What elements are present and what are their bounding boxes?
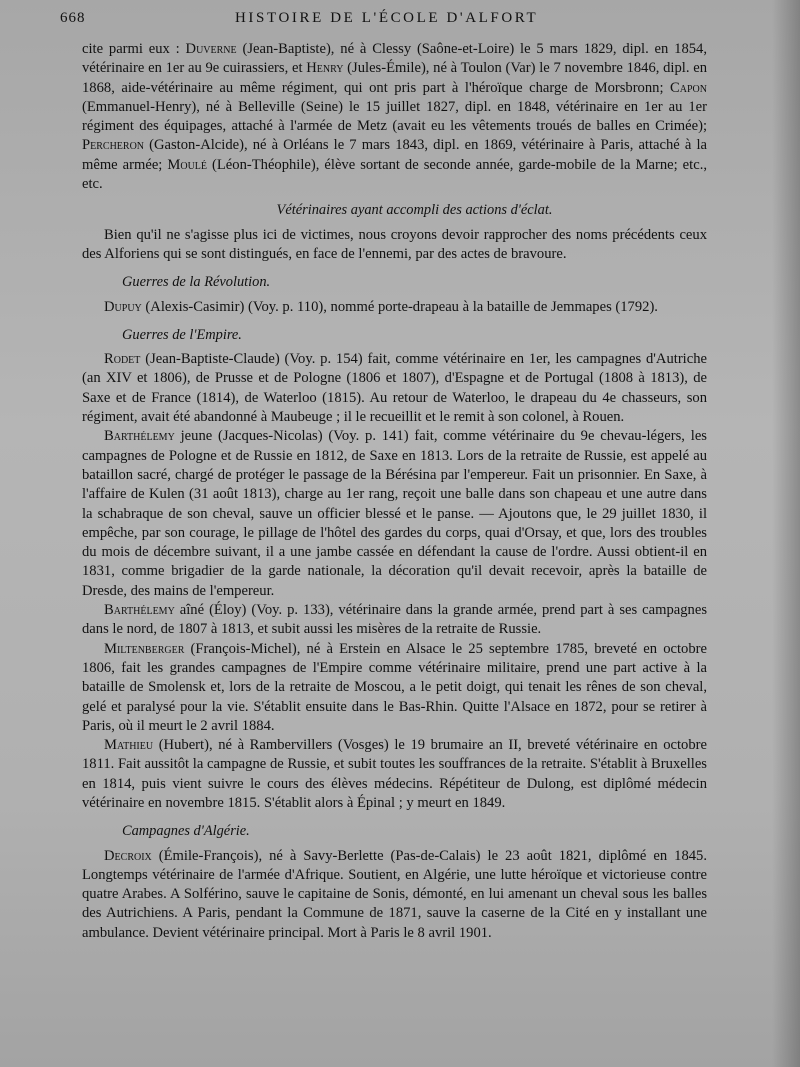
intro-text-5: (Gaston-Alcide), né à Orléans le 7 mars 1843, dipl. en 1869, vétérinaire à Paris, attaché à la même armée;: [82, 137, 707, 173]
name-decroix: Decroix: [104, 847, 152, 864]
entry-miltenberger: [82, 640, 707, 736]
name-mathieu: Mathieu: [104, 737, 154, 754]
name-rodet: Rodet: [104, 351, 141, 368]
name-duverne: Duverne: [185, 41, 237, 57]
entry-barthelemy-aine-text: aîné (Éloy) (Voy. p. 133), vétérinaire dans la grande armée, prend part à ses campagnes dans le nord, de 1807 à 1813, et subit aussi les misères de la retraite de Russie.: [82, 602, 707, 638]
section-heading: Vétérinaires ayant accompli des actions d'éclat.: [276, 202, 553, 219]
name-barthelemy-aine: Barthélemy: [104, 602, 175, 619]
entry-rodet: [82, 350, 707, 427]
name-capon: Capon: [670, 79, 707, 96]
entry-decroix-text: (Émile-François), né à Savy-Berlette (Pas-de-Calais) le 23 août 1821, diplômé en 1845. Longtemps vétérinaire de l'armée d'Afrique. Soutient, en Algérie, une lutte héroïque et victorieuse contre quatre Arabes. A Solférino, sauve le capitaine de Sonis, démonté, en lui amenant un cheval sous les balles des Autrichiens. A Paris, pendant la Commune de 1871, sauve la caserne de la Cité en y installant une ambulance. Devient vétérinaire principal. Mort à Paris le 8 avril 1901.: [82, 847, 707, 941]
entry-dupuy: [82, 298, 707, 317]
name-dupuy: Dupuy: [104, 298, 142, 315]
heading-revolution: Guerres de la Révolution.: [122, 274, 271, 291]
intro-text-1: cite parmi eux :: [82, 41, 186, 57]
heading-empire: Guerres de l'Empire.: [122, 326, 242, 343]
intro-text-2: (Jean-Baptiste), né à Clessy (Saône-et-Loire) le 5 mars 1829, dipl. en 1854, vétérinaire en 1er au 9e cuirassiers, et: [82, 41, 707, 77]
intro-text-6: (Léon-Théophile), élève sortant de seconde année, garde-mobile de la Marne; etc., etc.: [82, 156, 707, 193]
name-barthelemy-jeune: Barthélemy: [104, 428, 175, 445]
entry-miltenberger-text: (François-Michel), né à Erstein en Alsace le 25 septembre 1785, breveté en octobre 1806, fait les grandes campagnes de l'Empire comme vétérinaire militaire, prend une part active à la bataille de Smolensk et, lors de la retraite de Moscou, a le petit doigt, qui tenait les rênes de son cheval, gelé et paralysé pour la vie. S'établit ensuite dans le Bas-Rhin. Quitte l'Alsace en 1872, pour se retirer à Paris, où il meurt le 2 avril 1884.: [82, 640, 707, 734]
page-body: [82, 40, 707, 943]
running-title: HISTOIRE DE L'ÉCOLE D'ALFORT: [235, 10, 539, 26]
entry-rodet-text: (Jean-Baptiste-Claude) (Voy. p. 154) fait, comme vétérinaire en 1er, les campagnes d'Autriche (an XIV et 1806), de Prusse et de Pologne (1806 et 1807), d'Espagne et de Portugal (1808 à 1813), de Saxe et de France (1814), de Waterloo (1815). Au retour de Waterloo, le drapeau du 4e chasseurs, son régiment, avait été abandonné à Maubeuge ; il le recueillit et le remit à son colonel, à Rouen.: [82, 351, 707, 426]
intro-paragraph: [82, 40, 707, 194]
entry-barthelemy-jeune-text: jeune (Jacques-Nicolas) (Voy. p. 141) fait, comme vétérinaire du 9e chevau-légers, les campagnes de Pologne et de Russie en 1812, de Saxe en 1813. Lors de la retraite de Russie, est appelé au bataillon sacré, chargé de protéger le passage de la Bérésina par l'empereur. Fait un prisonnier. En Saxe, à l'affaire de Kulen (31 août 1813), charge au 1er rang, reçoit une balle dans son chapeau et une autre dans la schabraque de son cheval, sauve un officier blessé et le panse. — Ajoutons que, le 29 juillet 1830, il empêche, par son courage, le pillage de l'hôtel des gardes du corps, quai d'Orsay, et que, lors des troubles du mois de décembre suivant, il a une jambe cassée en défendant la cause de l'ordre. Aussi obtient-il en 1831, comme brigadier de la garde nationale, la décoration qu'il devait recevoir, après la bataille de Dresde, des mains de l'empereur.: [82, 428, 707, 599]
name-moule: Moulé: [167, 156, 208, 173]
name-henry: Henry: [306, 60, 344, 77]
entry-mathieu: [82, 736, 707, 813]
entry-barthelemy-aine: [82, 601, 707, 640]
heading-algerie: Campagnes d'Algérie.: [122, 823, 250, 840]
name-miltenberger: Miltenberger: [104, 640, 185, 657]
page-number: 668: [60, 10, 86, 26]
intro-text-4: (Emmanuel-Henry), né à Belleville (Seine) le 15 juillet 1827, dipl. en 1848, vétérinaire en 1er au 1er régiment des équipages, attaché à l'armée de Metz (avait eu les vêtements troués de balles en Crimée);: [82, 98, 707, 135]
name-percheron: Percheron: [82, 137, 145, 154]
entry-mathieu-text: (Hubert), né à Rambervillers (Vosges) le 19 brumaire an II, breveté vétérinaire en octobre 1811. Fait aussitôt la campagne de Russie, et subit toutes les souffrances de la retraite. S'établit à Bruxelles en 1814, puis vient suivre le cours des élèves médecins. Répétiteur de Dulong, est diplômé médecin vétérinaire en novembre 1815. S'établit alors à Épinal ; y meurt en 1849.: [82, 737, 707, 811]
entry-decroix: [82, 847, 707, 943]
entry-dupuy-text: (Alexis-Casimir) (Voy. p. 110), nommé porte-drapeau à la bataille de Jemmapes (1792).: [141, 298, 658, 315]
entry-barthelemy-jeune: [82, 427, 707, 601]
page-header: [60, 10, 775, 34]
section-intro-paragraph: Bien qu'il ne s'agisse plus ici de victimes, nous croyons devoir rapprocher des noms précédents ceux des Alforiens qui se sont distingués, en face de l'ennemi, par des actes de bravoure.: [82, 226, 707, 262]
intro-text-3: (Jules-Émile), né à Toulon (Var) le 7 novembre 1846, dipl. en 1868, aide-vétérinaire au même régiment, qui ont pris part à l'héroïque charge de Morsbronn;: [82, 60, 707, 96]
